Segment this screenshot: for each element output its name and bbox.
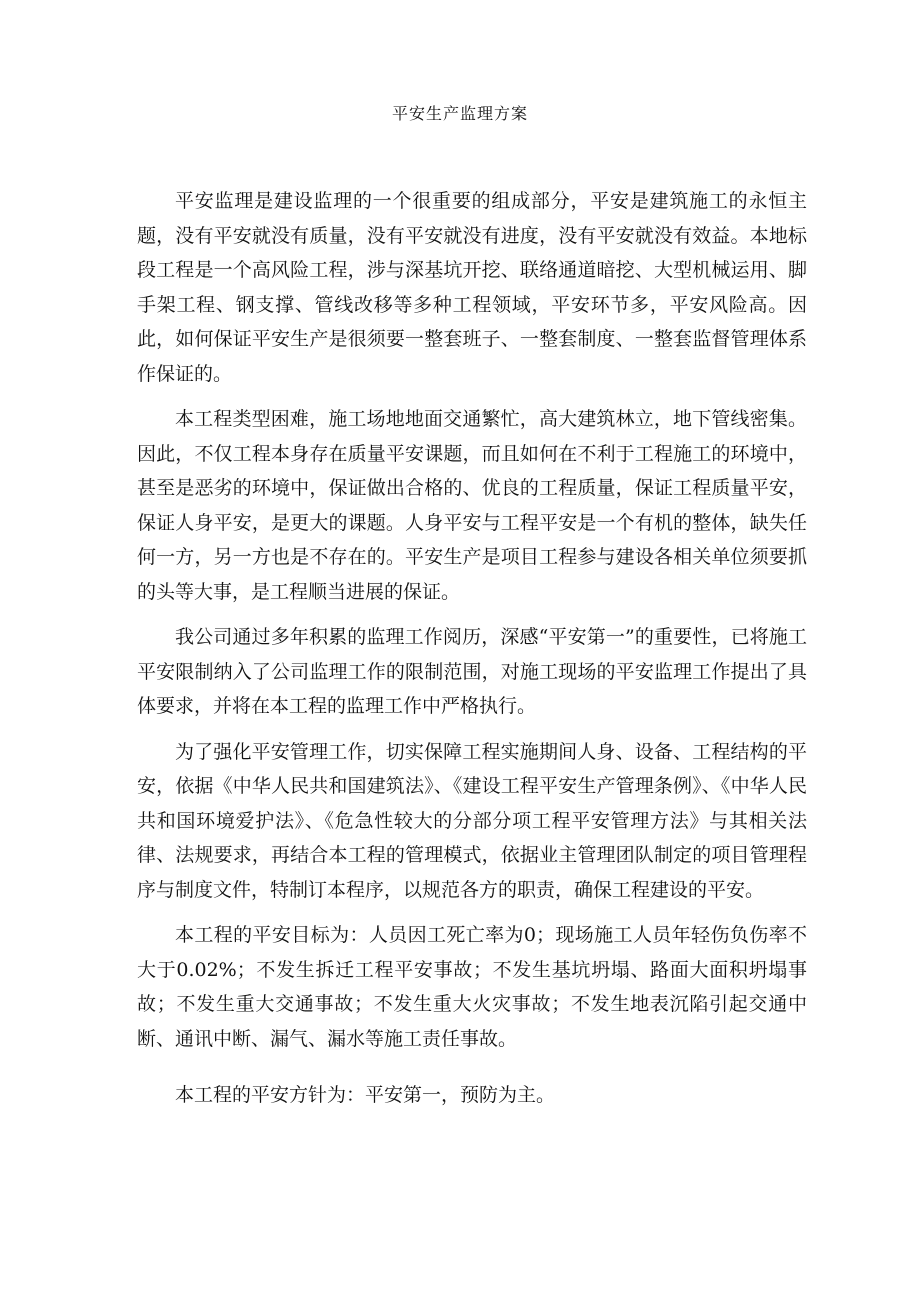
paragraph-safety-policy: 本工程的平安方针为：平安第一，预防为主。: [175, 1084, 556, 1106]
document-title: 平安生产监理方案: [391, 104, 528, 123]
paragraph-safety-importance: 平安监理是建设监理的一个很重要的组成部分，平安是建筑施工的永恒主题，没有平安就没有质量，没有平安就没有进度，没有平安就没有效益。本地标段工程是一个高风险工程，涉与深基坑开挖、联络通道暗挖、大型机械运用、脚手架工程、钢支撑、管线改移等多种工程领域，平安环节多，平安风险高。因此，如何保证平安生产是很须要一整套班子、一整套制度、一整套监督管理体系作保证的。: [137, 190, 807, 385]
paragraph-project-difficulty: 本工程类型困难，施工场地地面交通繁忙，高大建筑林立，地下管线密集。因此，不仅工程本身存在质量平安课题，而且如何在不利于工程施工的环境中，甚至是恶劣的环境中，保证做出合格的、优良的工程质量，保证工程质量平安，保证人身平安，是更大的课题。人身平安与工程平安是一个有机的整体，缺失任何一方，另一方也是不存在的。平安生产是项目工程参与建设各相关单位须要抓的头等大事，是工程顺当进展的保证。: [137, 408, 807, 603]
paragraph-legal-basis: 为了强化平安管理工作，切实保障工程实施期间人身、设备、工程结构的平安，依据《中华人民共和国建筑法》、《建设工程平安生产管理条例》、《中华人民共和国环境爱护法》、《危急性较大的分部分项工程平安管理方法》与其相关法律、法规要求，再结合本工程的管理模式，依据业主管理团队制定的项目管理程序与制度文件，特制订本程序，以规范各方的职责，确保工程建设的平安。: [137, 740, 807, 901]
paragraph-company-experience: 我公司通过多年积累的监理工作阅历，深感“平安第一”的重要性，已将施工平安限制纳入了公司监理工作的限制范围，对施工现场的平安监理工作提出了具体要求，并将在本工程的监理工作中严格执行。: [137, 626, 807, 717]
document-body: [137, 184, 807, 1124]
paragraph-safety-goals: 本工程的平安目标为：人员因工死亡率为0；现场施工人员年轻伤负伤率不大于0.02%；不发生拆迁工程平安事故；不发生基坑坍塌、路面大面积坍塌事故；不发生重大交通事故；不发生重大火灾事故；不发生地表沉陷引起交通中断、通讯中断、漏气、漏水等施工责任事故。: [137, 924, 807, 1050]
